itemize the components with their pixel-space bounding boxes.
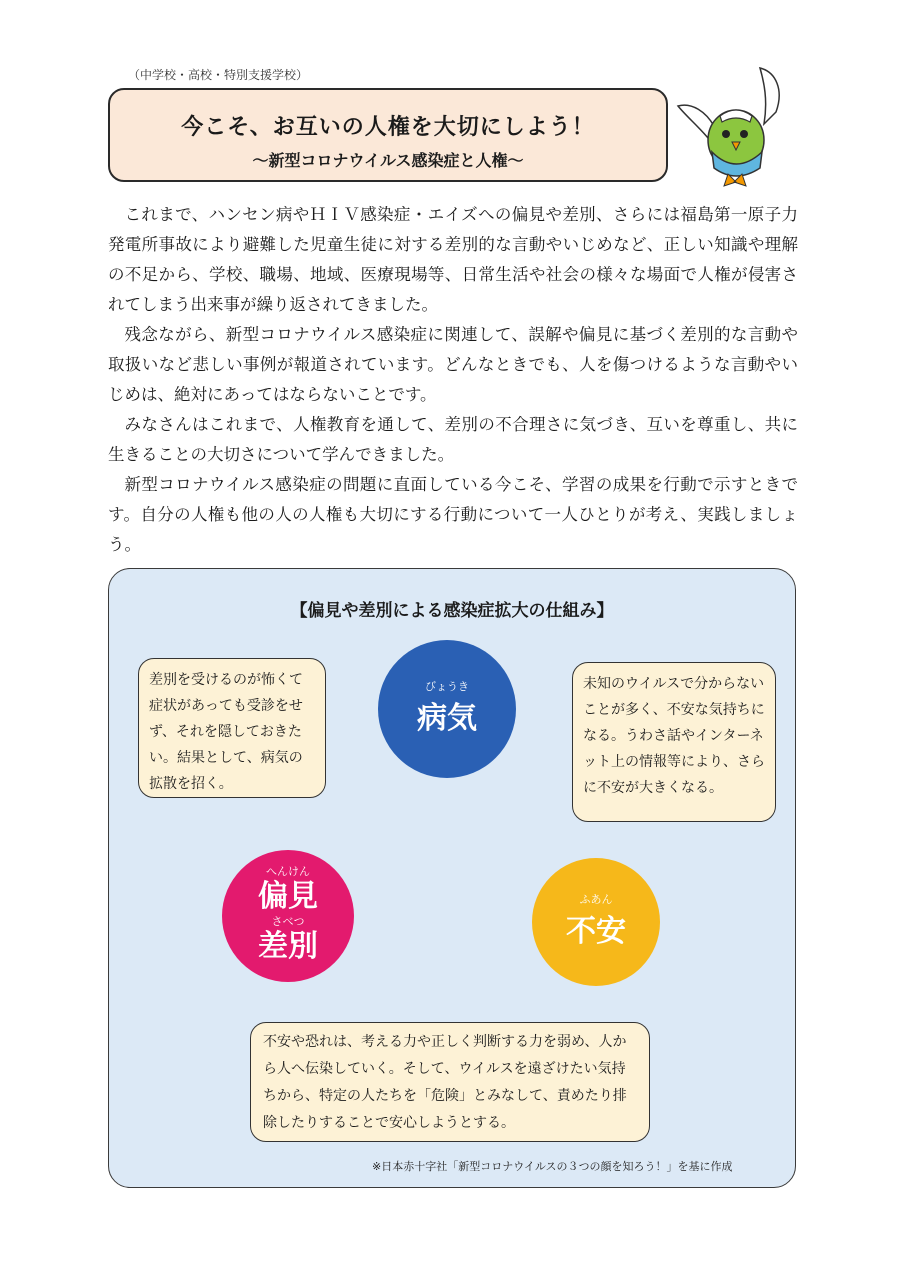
paragraph-4: 新型コロナウイルス感染症の問題に直面している今こそ、学習の成果を行動で示すときです。自分の人権も他の人の人権も大切にする行動について一人ひとりが考え、実践しましょう。 bbox=[108, 475, 798, 554]
audience-label: （中学校・高校・特別支援学校） bbox=[128, 68, 309, 82]
paragraph-1: これまで、ハンセン病やＨＩＶ感染症・エイズへの偏見や差別、さらには福島第一原子力発電所事故により避難した児童生徒に対する差別的な言動やいじめなど、正しい知識や理解の不足から、学校、職場、地域、医療現場等、日常生活や社会の様々な場面で人権が侵害されてしまう出来事が繰り返されてきました。 bbox=[108, 205, 799, 314]
page-subtitle: ～新型コロナウイルス感染症と人権～ bbox=[252, 151, 524, 170]
bubble-fear-spread: 不安や恐れは、考える力や正しく判断する力を弱め、人から人へ伝染していく。そして、ウイルスを遠ざけたい気持ちから、特定の人たちを「危険」とみなして、責めたり排除したりすることで安心しようとする。 bbox=[250, 1022, 650, 1142]
prejudice-label: 偏見 bbox=[258, 879, 318, 914]
discrimination-label: 差別 bbox=[258, 929, 318, 964]
source-credit: ※日本赤十字社「新型コロナウイルスの３つの顔を知ろう！」を基に作成 bbox=[372, 1160, 733, 1173]
bubble-unknown-virus: 未知のウイルスで分からないことが多く、不安な気持ちになる。うわさ話やインターネット上の情報等により、さらに不安が大きくなる。 bbox=[572, 662, 776, 822]
body-text bbox=[108, 200, 798, 560]
paragraph-3: みなさんはこれまで、人権教育を通して、差別の不合理さに気づき、互いを尊重し、共に生きることの大切さについて学んできました。 bbox=[108, 415, 798, 464]
prejudice-ruby: へんけん bbox=[266, 865, 310, 878]
circle-disease bbox=[378, 640, 516, 778]
paragraph-2: 残念ながら、新型コロナウイルス感染症に関連して、誤解や偏見に基づく差別的な言動や取扱いなど悲しい事例が報道されています。どんなときでも、人を傷つけるような言動やいじめは、絶対にあってはならないことです。 bbox=[108, 325, 798, 404]
circle-anxiety bbox=[532, 858, 660, 986]
disease-ruby: びょうき bbox=[425, 680, 469, 693]
bird-mascot-icon bbox=[672, 60, 802, 190]
circle-prejudice-discrimination bbox=[222, 850, 354, 982]
diagram-title: 【偏見や差別による感染症拡大の仕組み】 bbox=[290, 601, 614, 621]
title-box bbox=[108, 88, 668, 182]
bubble-avoid-consultation: 差別を受けるのが怖くて症状があっても受診をせず、それを隠しておきたい。結果として、病気の拡散を招く。 bbox=[138, 658, 326, 798]
disease-label: 病気 bbox=[417, 701, 477, 736]
page-title: 今こそ、お互いの人権を大切にしよう！ bbox=[181, 115, 595, 140]
anxiety-ruby: ふあん bbox=[579, 893, 613, 906]
discrimination-ruby: さべつ bbox=[271, 915, 305, 928]
anxiety-label: 不安 bbox=[566, 914, 626, 949]
